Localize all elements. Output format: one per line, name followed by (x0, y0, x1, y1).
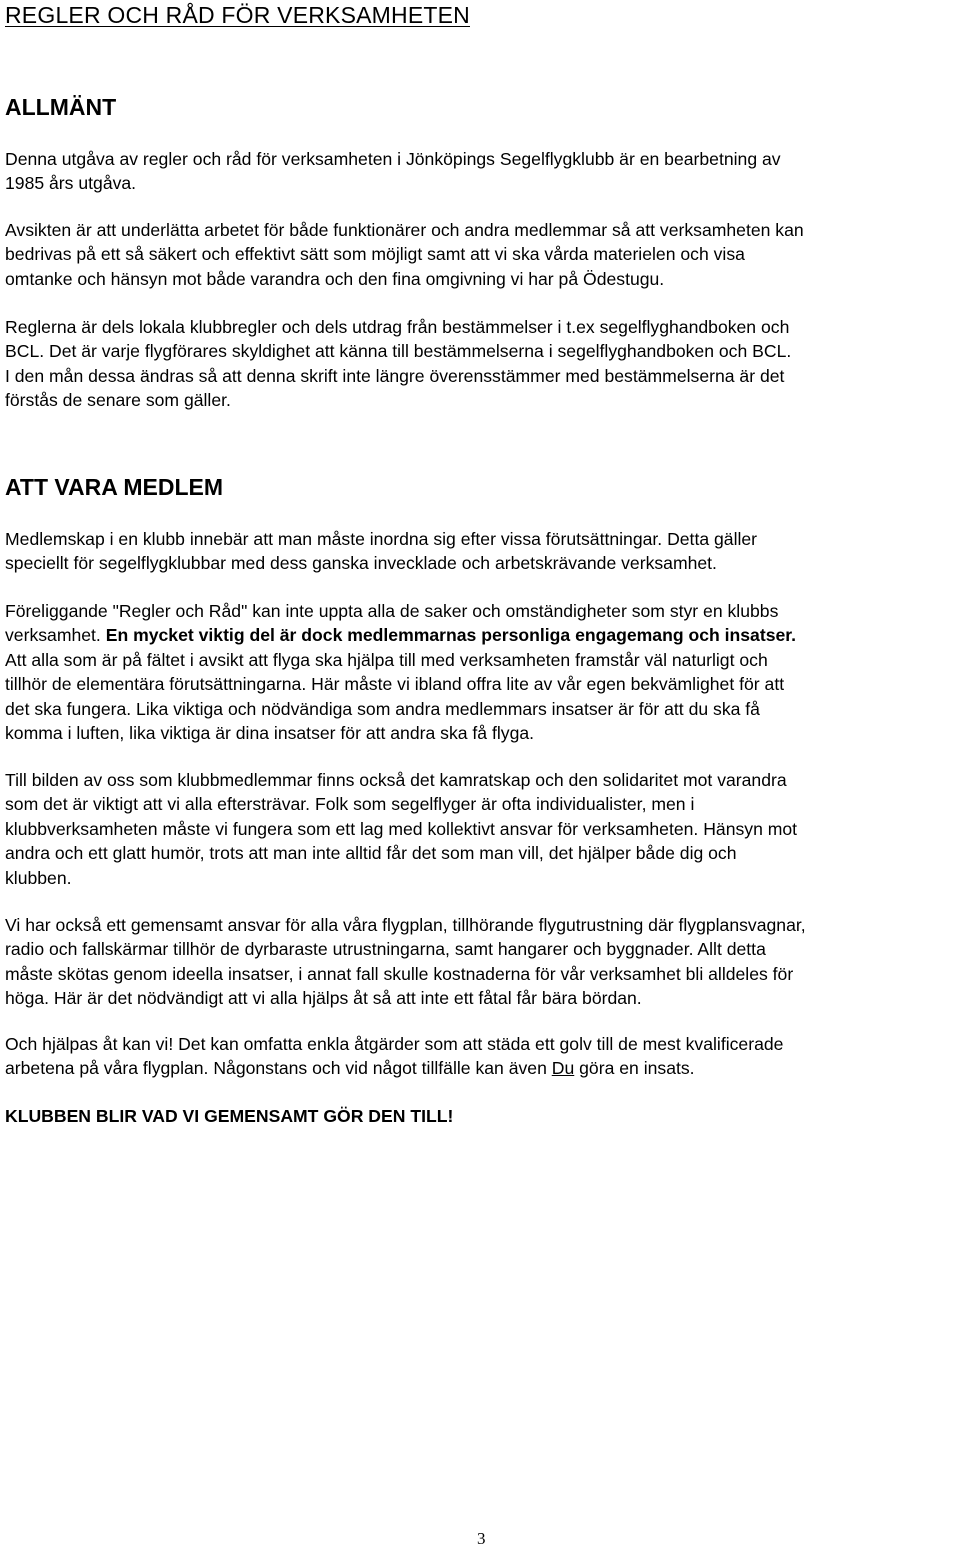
paragraph-medlem-help (5, 1032, 960, 1081)
document-title: REGLER OCH RÅD FÖR VERKSAMHETEN (5, 2, 470, 28)
text-line: bedrivas på ett så säkert och effektivt sätt som möjligt samt att vi ska vårda materielen och visa (5, 244, 745, 265)
text-line: Medlemskap i en klubb innebär att man måste inordna sig efter vissa förutsättningar. Detta gäller (5, 529, 758, 549)
text-run: arbetena på våra flygplan. Någonstans och vid något tillfälle kan även (5, 1058, 552, 1079)
text-line (5, 623, 960, 647)
heading-allmant: ALLMÄNT (5, 94, 117, 120)
text-line: andra och ett glatt humör, trots att man inte alltid får det som man vill, det hjälper både dig och (5, 843, 737, 864)
text-run: göra en insats. (574, 1058, 695, 1079)
text-line: omtanke och hänsyn mot både varandra och den fina omgivning vi har på Ödestugu. (5, 268, 665, 289)
underlined-text: Du (551, 1058, 575, 1079)
text-line: Avsikten är att underlätta arbetet för både funktionärer och andra medlemmar så att verksamheten kan (5, 220, 804, 240)
text-line: klubben. (5, 867, 72, 888)
text-line: 1985 års utgåva. (5, 173, 137, 194)
page-number: 3 (477, 1529, 486, 1548)
closing-statement (5, 1104, 960, 1128)
text-line: komma i luften, lika viktiga är dina insatser för att andra ska få flyga. (5, 723, 535, 744)
text-line: tillhör de elementära förutsättningarna. Här måste vi ibland offra lite av vår egen bekvämlighet för att (5, 674, 785, 695)
text-line: klubbverksamheten måste vi fungera som ett lag med kollektivt ansvar för verksamheten. Hänsyn mot (5, 818, 798, 839)
paragraph-medlem-intro (5, 527, 960, 576)
text-line: Reglerna är dels lokala klubbregler och dels utdrag från bestämmelser i t.ex segelflyghandboken och (5, 317, 790, 337)
text-line: Vi har också ett gemensamt ansvar för alla våra flygplan, tillhörande flygutrustning där flygplansvagnar, (5, 915, 806, 935)
heading-att-vara-medlem: ATT VARA MEDLEM (5, 474, 224, 500)
text-line: som det är viktigt att vi alla eftersträvar. Folk som segelflyger är ofta individualister, men i (5, 794, 695, 815)
text-line: måste skötas genom ideella insatser, i annat fall skulle kostnaderna för vår verksamhet bli alldeles för (5, 963, 794, 984)
text-run: verksamhet. (5, 625, 106, 646)
text-line: radio och fallskärmar tillhör de dyrbaraste utrustningarna, samt hangarer och byggnader. Allt detta (5, 939, 766, 960)
text-line: Till bilden av oss som klubbmedlemmar finns också det kamratskap och den solidaritet mot varandra (5, 770, 787, 790)
text-line: höga. Här är det nödvändigt att vi alla hjälps åt så att inte ett fåtal får bära bördan. (5, 988, 642, 1009)
paragraph-medlem-engagement (5, 599, 960, 745)
text-line: BCL. Det är varje flygförares skyldighet att känna till bestämmelserna i segelflyghandboken och BCL. (5, 341, 792, 362)
closing-text: KLUBBEN BLIR VAD VI GEMENSAMT GÖR DEN TILL! (5, 1106, 454, 1126)
paragraph-allmant-intro (5, 147, 960, 196)
text-line (5, 1056, 960, 1080)
text-line: Denna utgåva av regler och råd för verksamheten i Jönköpings Segelflygklubb är en bearbetning av (5, 149, 781, 169)
text-line: Att alla som är på fältet i avsikt att flyga ska hjälpa till med verksamheten framstår väl naturligt och (5, 649, 768, 670)
paragraph-allmant-purpose (5, 218, 960, 291)
text-line: det ska fungera. Lika viktiga och nödvändiga som andra medlemmars insatser är för att du ska få (5, 698, 760, 719)
text-line: I den mån dessa ändras så att denna skrift inte längre överensstämmer med bestämmelserna är det (5, 365, 785, 386)
paragraph-medlem-responsibility (5, 913, 960, 1011)
paragraph-allmant-rules (5, 315, 960, 413)
text-line: Och hjälpas åt kan vi! Det kan omfatta enkla åtgärder som att städa ett golv till de mest kvalificerade (5, 1034, 784, 1054)
text-line: speciellt för segelflygklubbar med dess ganska invecklade och arbetskrävande verksamhet. (5, 553, 717, 574)
paragraph-medlem-camaraderie (5, 768, 960, 890)
text-line: förstås de senare som gäller. (5, 390, 231, 411)
text-line: Föreliggande "Regler och Råd" kan inte uppta alla de saker och omständigheter som styr en klubbs (5, 601, 779, 621)
emphasis-text: En mycket viktig del är dock medlemmarnas personliga engagemang och insatser. (105, 625, 797, 646)
